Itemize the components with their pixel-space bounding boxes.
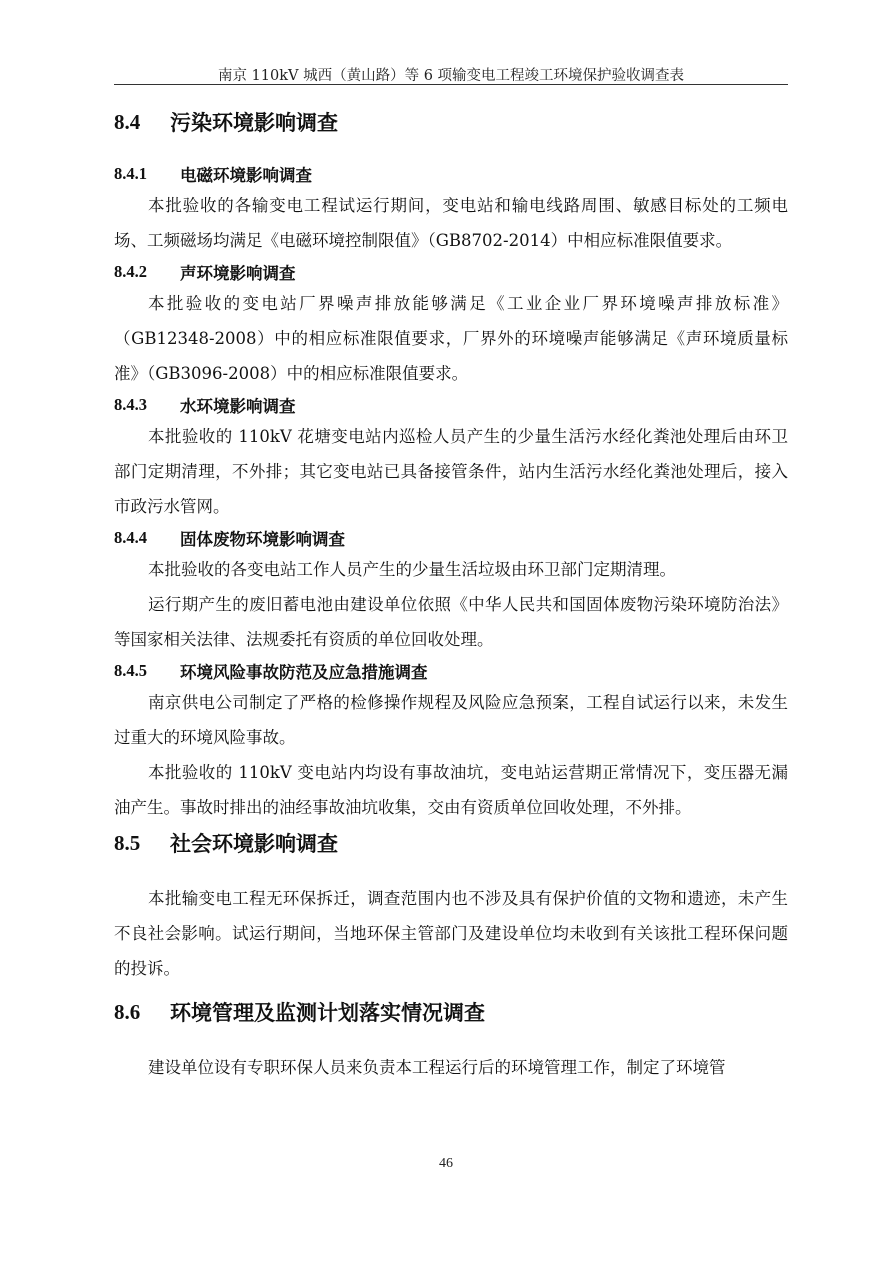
page-number: 46 bbox=[439, 1156, 453, 1171]
header-divider bbox=[114, 84, 788, 85]
paragraph: 本批验收的各输变电工程试运行期间，变电站和输电线路周围、敏感目标处的工频电场、工频磁场均满足《电磁环境控制限值》（GB8702-2014）中相应标准限值要求。 bbox=[114, 196, 788, 250]
subsection-title: 水环境影响调查 bbox=[180, 397, 296, 416]
subsection-number: 8.4.2 bbox=[114, 262, 147, 281]
subsection-heading-8-4-2 bbox=[114, 258, 788, 286]
section-title: 环境管理及监测计划落实情况调查 bbox=[170, 1000, 485, 1025]
paragraph: 南京供电公司制定了严格的检修操作规程及风险应急预案，工程自试运行以来，未发生过重大的环境风险事故。 bbox=[114, 693, 788, 747]
subsection-heading-8-4-3 bbox=[114, 391, 788, 419]
subsection-heading-8-4-1 bbox=[114, 160, 788, 188]
subsection-number: 8.4.4 bbox=[114, 528, 147, 547]
subsection-title: 固体废物环境影响调查 bbox=[180, 530, 345, 549]
subsection-number: 8.4.5 bbox=[114, 661, 147, 680]
subsection-number: 8.4.1 bbox=[114, 164, 147, 183]
section-number: 8.6 bbox=[114, 999, 141, 1024]
subsection-title: 声环境影响调查 bbox=[180, 264, 296, 283]
section-heading-8-4 bbox=[114, 104, 788, 140]
section-title: 社会环境影响调查 bbox=[170, 831, 338, 856]
paragraph: 本批输变电工程无环保拆迁，调查范围内也不涉及具有保护价值的文物和遗迹，未产生不良社会影响。试运行期间，当地环保主管部门及建设单位均未收到有关该批工程环保问题的投诉。 bbox=[114, 889, 788, 978]
subsection-title: 环境风险事故防范及应急措施调查 bbox=[180, 663, 428, 682]
subsection-heading-8-4-4 bbox=[114, 524, 788, 552]
paragraph: 本批验收的变电站厂界噪声排放能够满足《工业企业厂界环境噪声排放标准》（GB12348-2008）中的相应标准限值要求，厂界外的环境噪声能够满足《声环境质量标准》（GB3096-2008）中的相应标准限值要求。 bbox=[114, 294, 788, 383]
paragraph: 运行期产生的废旧蓄电池由建设单位依照《中华人民共和国固体废物污染环境防治法》等国家相关法律、法规委托有资质的单位回收处理。 bbox=[114, 595, 788, 649]
paragraph: 建设单位设有专职环保人员来负责本工程运行后的环境管理工作，制定了环境管 bbox=[148, 1058, 726, 1077]
subsection-number: 8.4.3 bbox=[114, 395, 147, 414]
section-number: 8.5 bbox=[114, 830, 141, 855]
paragraph: 本批验收的各变电站工作人员产生的少量生活垃圾由环卫部门定期清理。 bbox=[148, 560, 676, 579]
section-heading-8-5 bbox=[114, 825, 788, 861]
section-heading-8-6 bbox=[114, 994, 788, 1030]
subsection-heading-8-4-5 bbox=[114, 657, 788, 685]
subsection-title: 电磁环境影响调查 bbox=[180, 166, 312, 185]
section-number: 8.4 bbox=[114, 109, 141, 134]
section-title: 污染环境影响调查 bbox=[170, 110, 338, 135]
paragraph: 本批验收的 110kV 变电站内均设有事故油坑，变电站运营期正常情况下，变压器无漏油产生。事故时排出的油经事故油坑收集，交由有资质单位回收处理，不外排。 bbox=[114, 763, 788, 817]
paragraph: 本批验收的 110kV 花塘变电站内巡检人员产生的少量生活污水经化粪池处理后由环卫部门定期清理，不外排；其它变电站已具备接管条件，站内生活污水经化粪池处理后，接入市政污水管网。 bbox=[114, 427, 788, 516]
page-content bbox=[114, 104, 788, 1085]
running-header: 南京 110kV 城西（黄山路）等 6 项输变电工程竣工环境保护验收调查表 bbox=[217, 68, 685, 84]
